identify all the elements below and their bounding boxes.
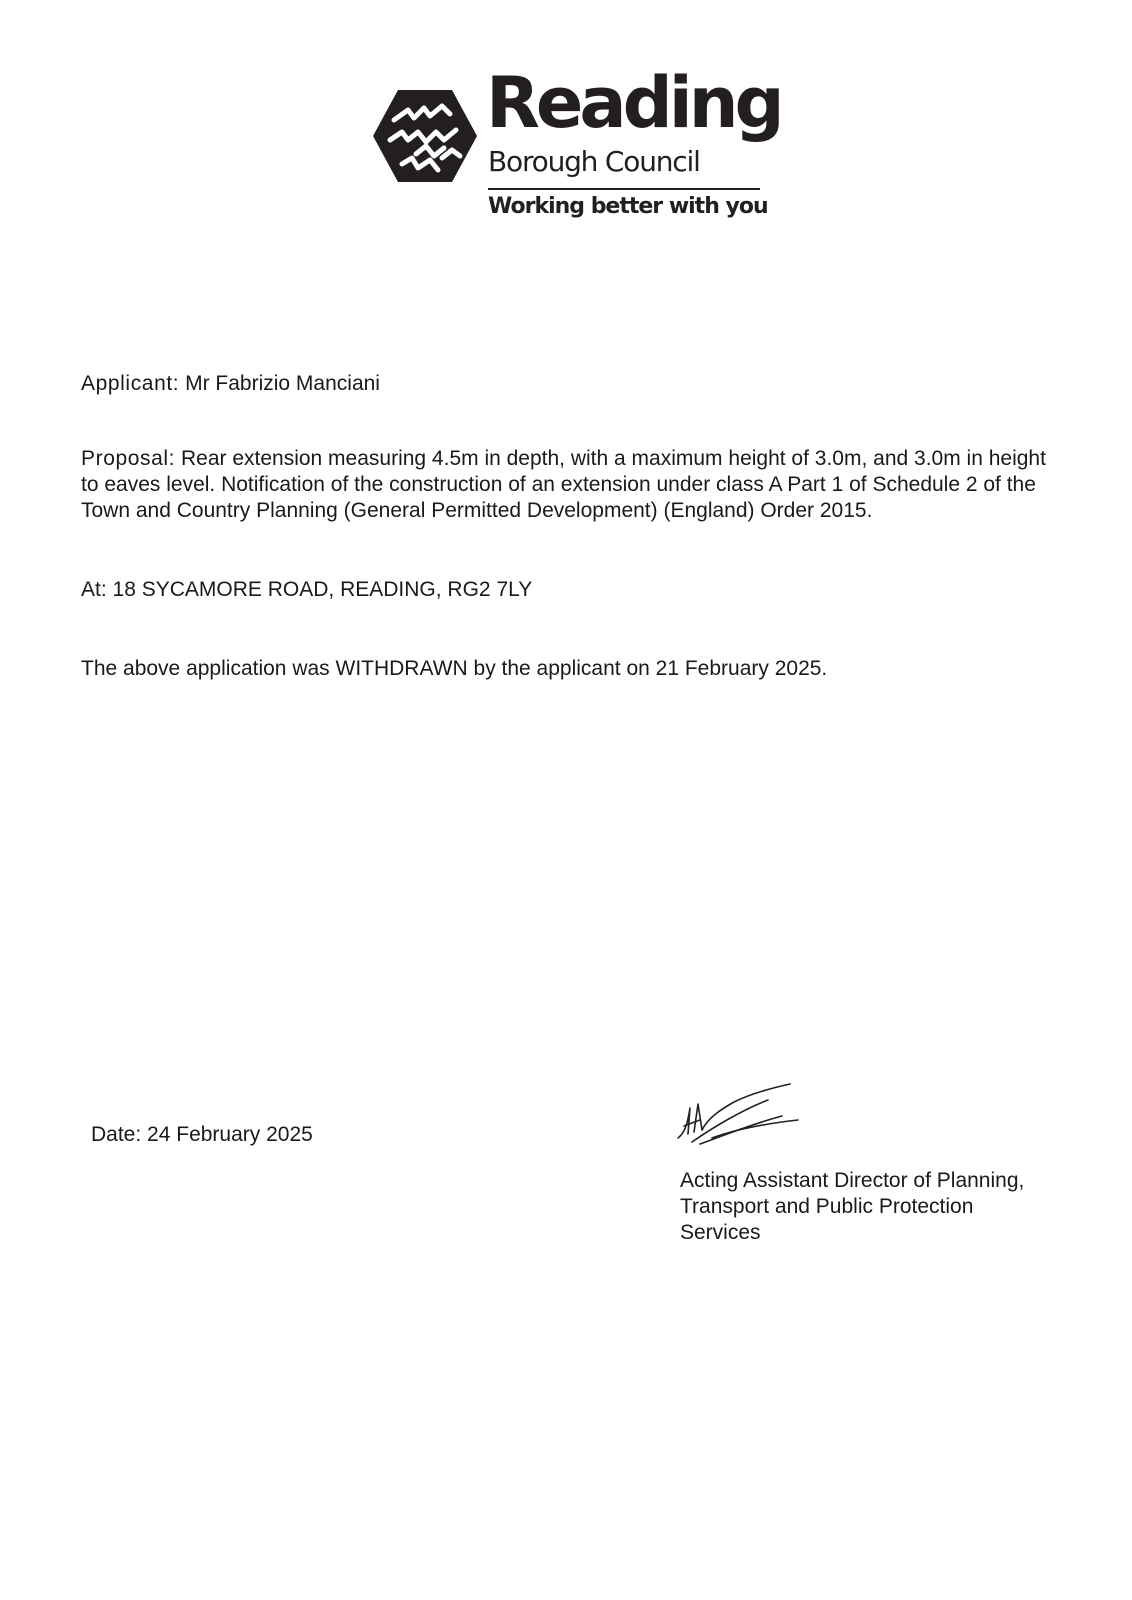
date-label: Date:: [91, 1123, 142, 1146]
signatory-title: [680, 1168, 1080, 1246]
signatory-line-3: Services: [680, 1221, 761, 1244]
proposal-paragraph: [81, 446, 1061, 524]
address-line: [81, 577, 1061, 603]
puzzle-hexagon-logo-icon: [372, 88, 478, 184]
proposal-label: Proposal:: [81, 447, 176, 470]
handwritten-signature: [672, 1080, 802, 1160]
address-label: At:: [81, 578, 107, 601]
applicant-label: Applicant:: [81, 372, 180, 395]
logo-tagline: Working better with you: [488, 194, 768, 219]
council-logo: [372, 62, 781, 232]
date-value: 24 February 2025: [147, 1123, 313, 1146]
logo-divider: [488, 188, 760, 190]
signatory-line-1: Acting Assistant Director of Planning,: [680, 1169, 1025, 1192]
decision-date: [91, 1122, 313, 1148]
applicant-line: [81, 371, 1061, 397]
signatory-line-2: Transport and Public Protection: [680, 1195, 974, 1218]
proposal-text: Rear extension measuring 4.5m in depth, with a maximum height of 3.0m, and 3.0m in height to eaves level. Notification of the construction of an extension under class A Part 1 of Schedule 2 of the Town and Country Planning (General Permitted Development) (England) Order 2015.: [81, 447, 1046, 522]
address-value: 18 SYCAMORE ROAD, READING, RG2 7LY: [112, 578, 533, 601]
logo-subtitle: Borough Council: [488, 145, 700, 178]
withdrawal-statement: The above application was WITHDRAWN by the applicant on 21 February 2025.: [81, 657, 828, 680]
logo-name: Reading: [486, 62, 781, 144]
applicant-name: Mr Fabrizio Manciani: [185, 372, 380, 395]
